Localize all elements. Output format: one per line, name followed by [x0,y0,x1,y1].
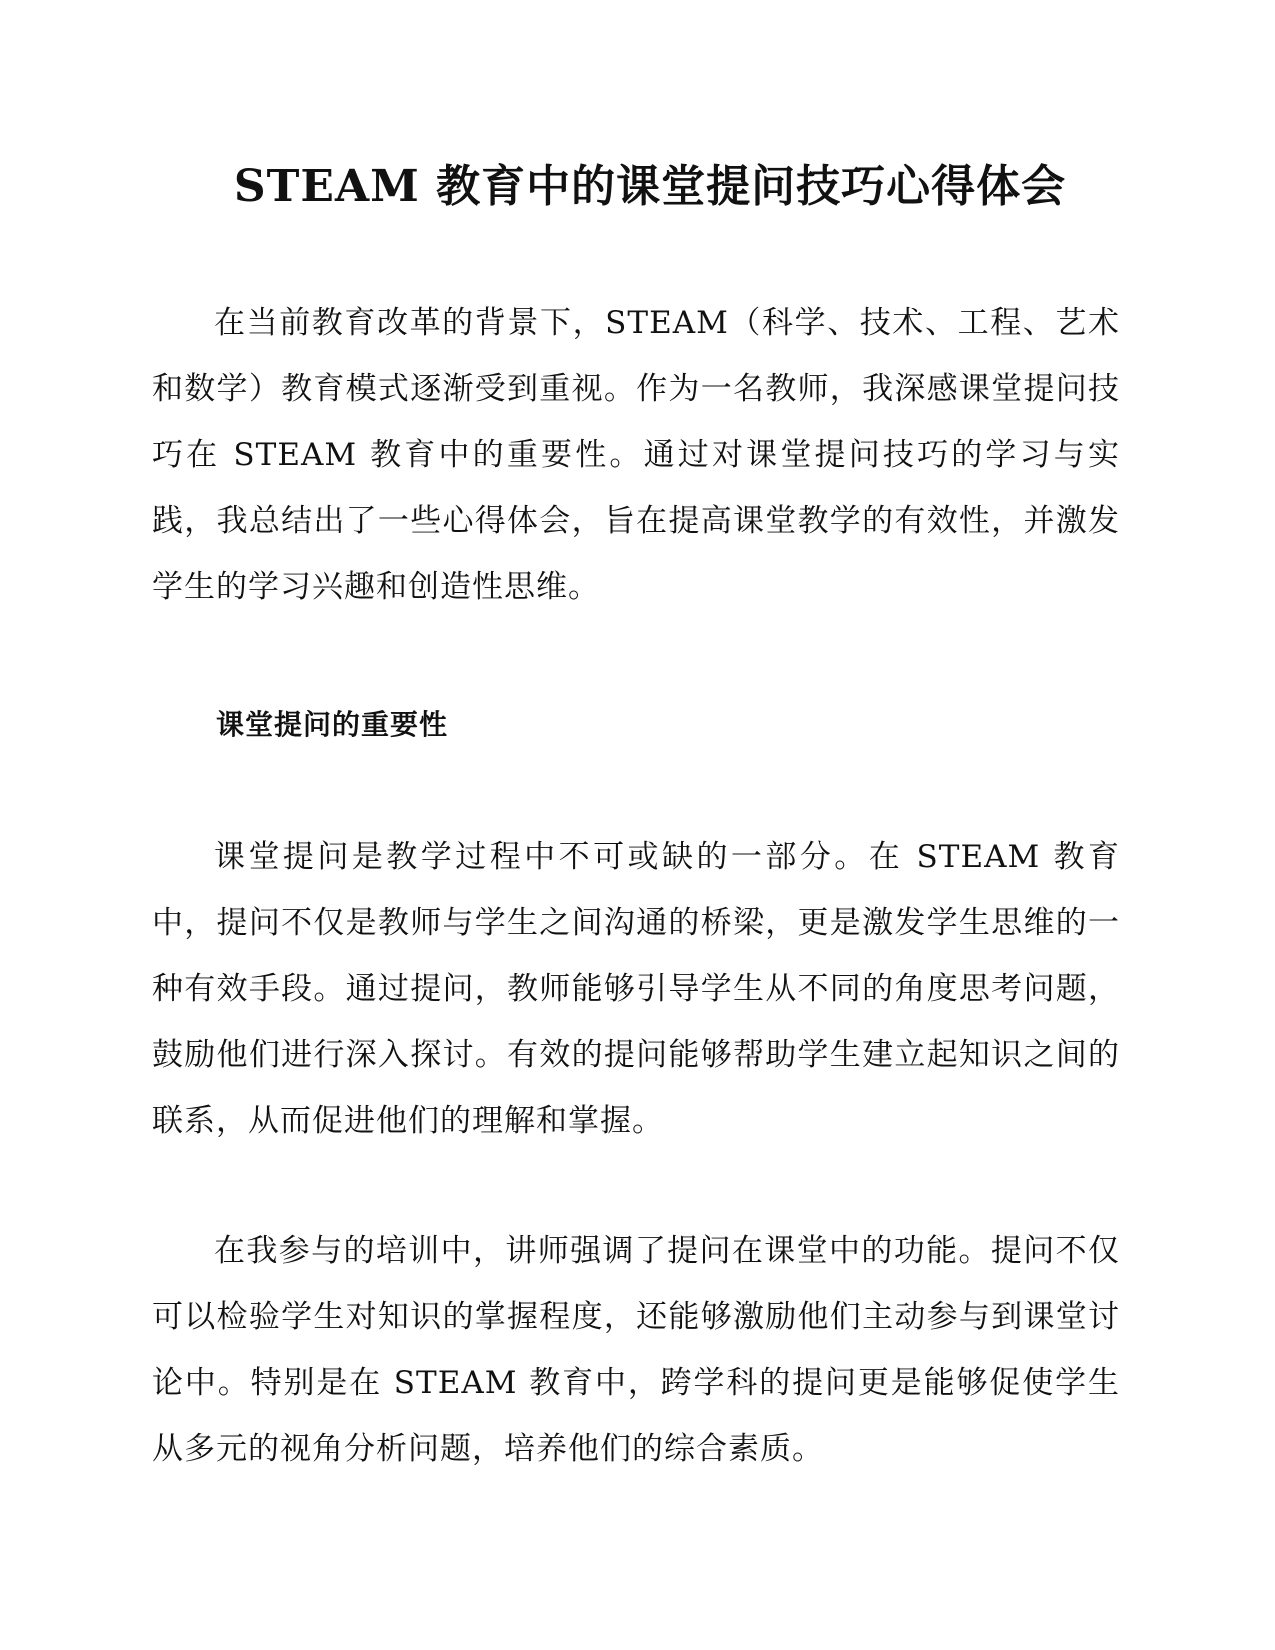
document-title: STEAM 教育中的课堂提问技巧心得体会 [233,161,1067,212]
section-heading: 课堂提问的重要性 [216,708,449,741]
body-paragraph: 课堂提问是教学过程中不可或缺的一部分。在 STEAM 教育中，提问不仅是教师与学生之间沟通的桥梁，更是激发学生思维的一种有效手段。通过提问，教师能够引导学生从不同的角度思考问题，鼓励他们进行深入探讨。有效的提问能够帮助学生建立起知识之间的联系，从而促进他们的理解和掌握。 [152,839,1120,1139]
body-paragraph: 在我参与的培训中，讲师强调了提问在课堂中的功能。提问不仅可以检验学生对知识的掌握程度，还能够激励他们主动参与到课堂讨论中。特别是在 STEAM 教育中，跨学科的提问更是能够促使学生从多元的视角分析问题，培养他们的综合素质。 [152,1233,1120,1467]
intro-paragraph: 在当前教育改革的背景下，STEAM（科学、技术、工程、艺术和数学）教育模式逐渐受到重视。作为一名教师，我深感课堂提问技巧在 STEAM 教育中的重要性。通过对课堂提问技巧的学习与实践，我总结出了一些心得体会，旨在提高课堂教学的有效性，并激发学生的学习兴趣和创造性思维。 [152,305,1120,605]
